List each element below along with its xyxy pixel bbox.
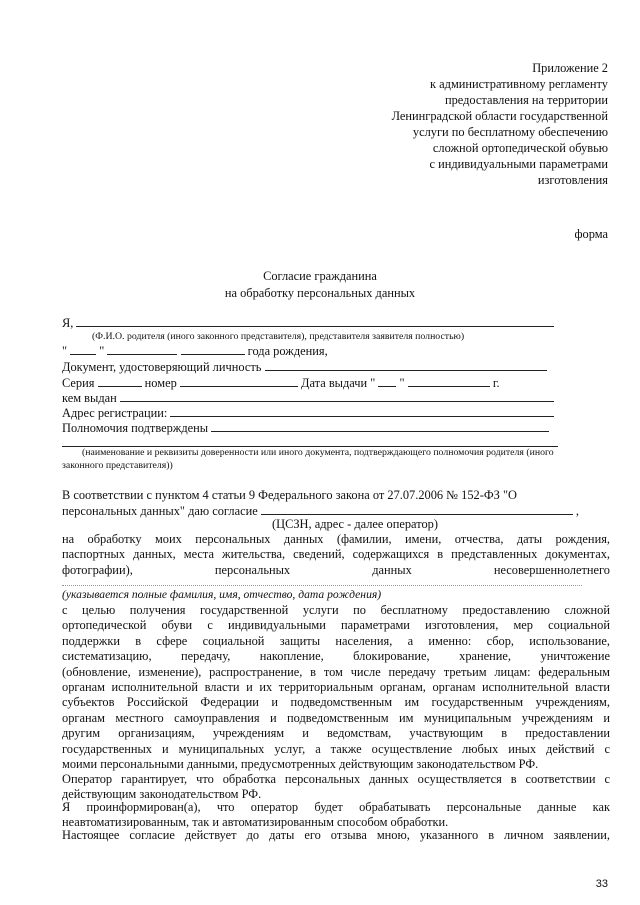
law-reference-line: В соответствии с пунктом 4 статьи 9 Федерального закона от 27.07.2006 № 152-ФЗ "О <box>62 488 517 502</box>
informed-paragraph <box>62 800 610 831</box>
paragraph-line: Оператор гарантирует, что обработка персональных данных осуществляется в соответствии с <box>62 772 610 786</box>
document-subtitle: на обработку персональных данных <box>224 286 416 300</box>
quote-open: " <box>62 344 68 358</box>
paragraph-line: моими персональными данными, предусмотренных действующим законодательством РФ. <box>62 757 539 772</box>
form-label: форма <box>574 227 608 241</box>
series-label: Серия <box>62 376 95 390</box>
fio-hint: (Ф.И.О. родителя (иного законного представителя), представителя заявителя полностью) <box>92 331 465 342</box>
field-fio-label: Я, <box>62 316 74 330</box>
paragraph-line: ортопедической обуви с индивидуальными параметрами изготовления, мер социальной <box>62 618 610 633</box>
fio-input-line[interactable] <box>76 314 554 327</box>
issue-month-line[interactable] <box>408 374 490 387</box>
paragraph-line: паспортных данных, места жительства, сведений, содержащихся в представленных документах, <box>62 547 610 562</box>
document-title: Согласие гражданина <box>263 269 377 283</box>
minor-input-line[interactable] <box>62 584 582 586</box>
authority-hint-cont: законного представителя)) <box>62 460 173 471</box>
field-fio <box>62 314 554 331</box>
paragraph-line: с целью получения государственной услуги по бесплатному предоставлению сложной <box>62 603 610 617</box>
registration-input-line[interactable] <box>170 404 554 417</box>
minor-hint: (указывается полные фамилия, имя, отчество, дата рождения) <box>62 588 382 601</box>
paragraph-line: фотографии), персональных данных несовершеннолетнего <box>62 562 610 577</box>
document-input-line[interactable] <box>265 358 547 371</box>
consent-label: персональных данных" даю согласие <box>62 504 258 518</box>
appendix-line: Приложение 2 <box>532 61 608 75</box>
number-label: номер <box>144 376 177 390</box>
data-list-paragraph <box>62 532 610 578</box>
series-input-line[interactable] <box>98 374 142 387</box>
issued-by-input-line[interactable] <box>120 389 554 402</box>
authority-input-line[interactable] <box>211 419 549 432</box>
number-input-line[interactable] <box>180 374 298 387</box>
birth-day-line[interactable] <box>70 342 96 355</box>
appendix-line: сложной ортопедической обувью <box>432 141 608 155</box>
authority-hint: (наименование и реквизиты доверенности или иного документа, подтверждающего полномочия родителя (иного <box>82 447 554 458</box>
paragraph-line: органам исполнительной власти и их территориальным органам, органам исполнительной власти <box>62 680 610 695</box>
appendix-header <box>392 60 608 188</box>
year-short: г. <box>492 376 500 390</box>
page-number: 33 <box>595 878 608 890</box>
paragraph-line: неавтоматизированным, так и автоматизированным способом обработки. <box>62 815 449 830</box>
operator-input-line[interactable] <box>261 502 573 515</box>
birth-year-line[interactable] <box>181 342 245 355</box>
paragraph-line: (обновление, изменение), распространение, в том числе передачу третьим лицам: федеральным <box>62 664 610 679</box>
operator-hint: (ЦСЗН, адрес - далее оператор) <box>272 517 438 531</box>
appendix-line: предоставления на территории <box>444 93 608 107</box>
paragraph-line: действующим законодательством РФ. <box>62 787 262 802</box>
appendix-line: с индивидуальными параметрами <box>429 157 608 171</box>
document-label: Документ, удостоверяющий личность <box>62 360 262 374</box>
field-document <box>62 358 547 375</box>
field-birth <box>62 342 328 359</box>
birth-month-line[interactable] <box>107 342 177 355</box>
issue-date-label: Дата выдачи " <box>301 376 376 390</box>
paragraph-line: поддержки в сфере социальной защиты населения, а именно: сбор, использование, <box>62 633 610 648</box>
appendix-line: к административному регламенту <box>430 77 608 91</box>
validity-paragraph <box>62 828 610 843</box>
purpose-paragraph <box>62 603 610 772</box>
guarantee-paragraph <box>62 772 610 803</box>
paragraph-line: Я проинформирован(а), что оператор будет обрабатывать персональные данные как <box>62 800 610 814</box>
consent-comma: , <box>575 504 580 518</box>
paragraph-line: систематизацию, передачу, накопление, блокирование, хранение, уничтожение <box>62 649 610 664</box>
appendix-line: Ленинградской области государственной <box>391 109 608 123</box>
paragraph-line: государственных и муниципальных услуг, а также осуществление любых иных действий с <box>62 741 610 756</box>
registration-label: Адрес регистрации: <box>62 406 168 420</box>
birth-year-label: года рождения, <box>247 344 328 358</box>
appendix-line: услуги по бесплатному обеспечению <box>412 125 608 139</box>
issue-quote: " <box>399 376 405 390</box>
quote-close: " <box>99 344 105 358</box>
paragraph-line: на обработку моих персональных данных (фамилии, имени, отчества, даты рождения, <box>62 532 610 546</box>
paragraph-line: субъектов Российской Федерации и подведомственным им государственным учреждениям, <box>62 695 610 710</box>
paragraph-line: органам местного самоуправления и подведомственным им муниципальным учреждениям и <box>62 710 610 725</box>
issued-by-label: кем выдан <box>62 391 117 405</box>
paragraph-line: другим организациям, учреждениям и ведомствам, участвующим в предоставлении <box>62 726 610 741</box>
paragraph-line: Настоящее согласие действует до даты его отзыва мною, указанного в личном заявлении, <box>62 828 610 842</box>
authority-label: Полномочия подтверждены <box>62 421 209 435</box>
issue-day-line[interactable] <box>378 374 396 387</box>
appendix-line: изготовления <box>537 173 608 187</box>
